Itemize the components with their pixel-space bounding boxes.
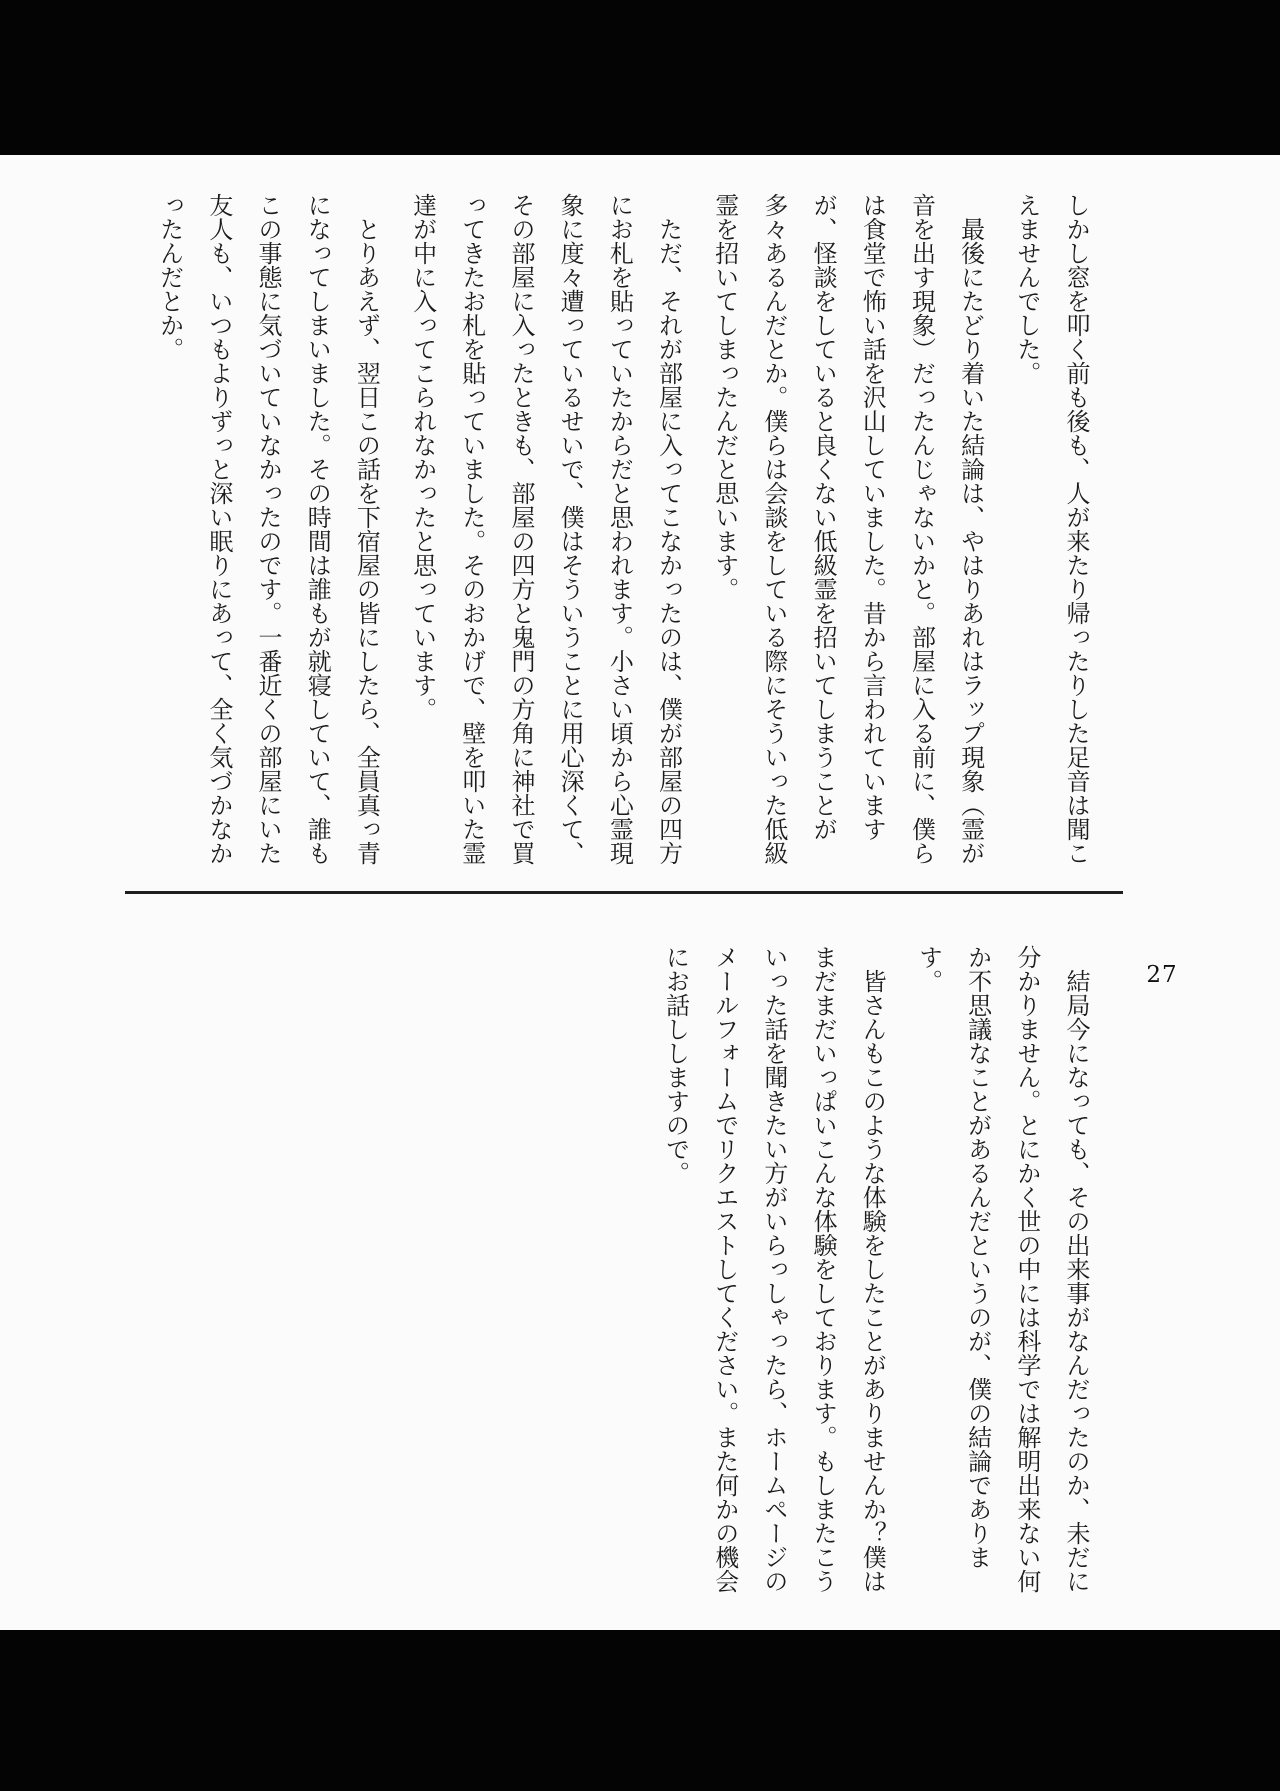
section-divider-rule <box>125 891 1123 894</box>
paragraph-bottom-1: 結局今になっても、その出来事がなんだったのか、未だに分かりません。とにかく世の中には科学では解明出来ない何か不思議なことがあるんだというのが、僕の結論であります。 <box>914 945 1090 1593</box>
page-number: 27 <box>1146 962 1178 988</box>
paragraph-top-4: とりあえず、翌日この話を下宿屋の皆にしたら、全員真っ青になってしまいました。その時間は誰もが就寝していて、誰もこの事態に気づいていなかったのです。一番近くの部屋にいた友人も、いつもよりずっと深い眠りにあって、全く気づかなかったんだとか。 <box>155 193 381 865</box>
paragraph-top-3: ただ、それが部屋に入ってこなかったのは、僕が部屋の四方にお札を貼っていたからだと思われます。小さい頃から心霊現象に度々遭っているせいで、僕はそういうことに用心深くて、その部屋に入ったときも、部屋の四方と鬼門の方角に神社で買ってきたお札を貼っていました。そのおかげで、壁を叩いた霊達が中に入ってこられなかったと思っています。 <box>408 193 683 865</box>
bottom-text-block <box>661 945 1100 1599</box>
top-text-block <box>140 193 1100 869</box>
paragraph-top-1: しかし窓を叩く前も後も、人が来たり帰ったりした足音は聞こえませんでした。 <box>1012 193 1090 865</box>
paragraph-top-2: 最後にたどり着いた結論は、やはりあれはラップ現象（霊が音を出す現象）だったんじゃないかと。部屋に入る前に、僕らは食堂で怖い話を沢山していました。昔から言われていますが、怪談をしていると良くない低級霊を招いてしまうことが多々あるんだとか。僕らは会談をしている際にそういった低級霊を招いてしまったんだと思います。 <box>710 193 985 865</box>
book-page <box>0 155 1280 1630</box>
paragraph-bottom-2: 皆さんもこのような体験をしたことがありませんか？僕はまだまだいっぱいこんな体験をしております。もしまたこういった話を聞きたい方がいらっしゃったら、ホームページのメールフォームでリクエストしてください。また何かの機会にお話ししますので。 <box>661 945 887 1593</box>
